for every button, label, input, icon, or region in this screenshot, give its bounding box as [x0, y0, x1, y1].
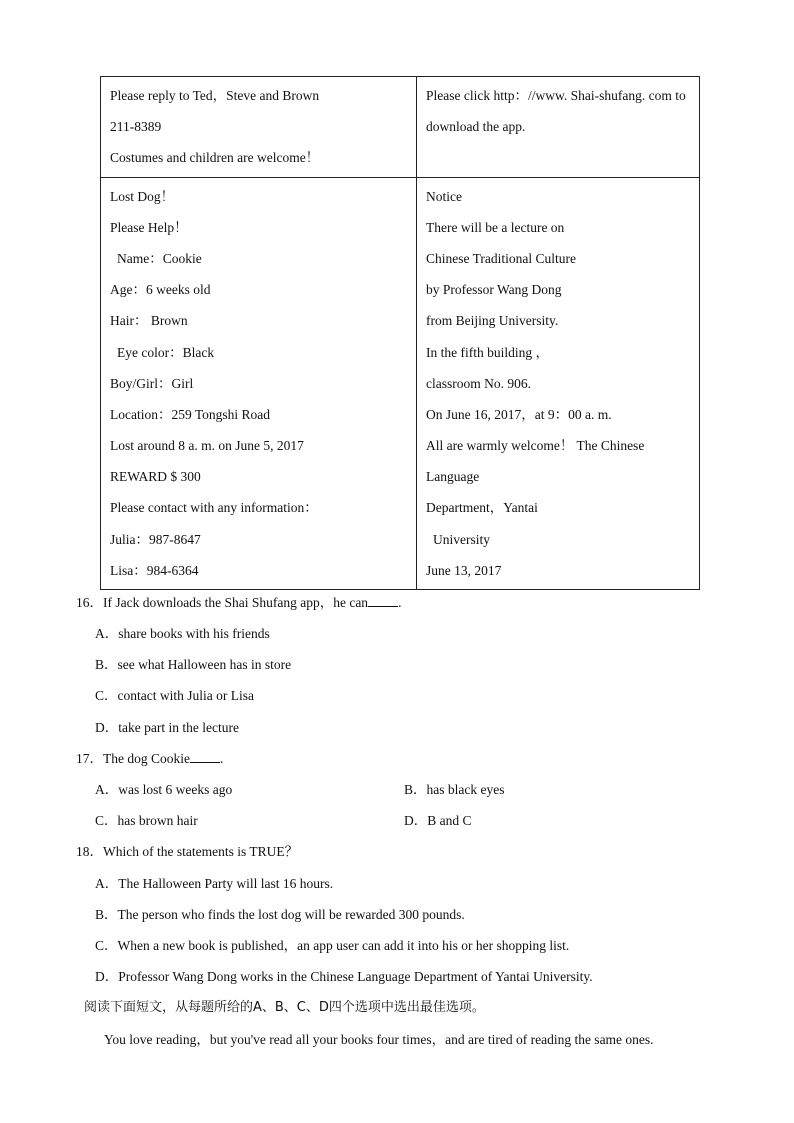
q17-option-c: C．has brown hair — [95, 813, 198, 828]
q16-option-b: B．see what Halloween has in store — [95, 657, 292, 672]
q17-option-b: B．has black eyes — [404, 782, 505, 797]
app-download-cell — [417, 77, 700, 178]
dog-eye-color: Eye color：Black — [117, 344, 215, 360]
reading-instruction: 阅读下面短文，从每题所给的A、B、C、D四个选项中选出最佳选项。 — [84, 1000, 485, 1015]
lost-dog-title: Lost Dog！ — [110, 188, 175, 204]
lost-dog-line: Please Help！ — [110, 219, 188, 235]
question-16-stem — [76, 591, 401, 611]
q17-option-a: A．was lost 6 weeks ago — [95, 782, 233, 797]
q18-option-c: C．When a new book is published，an app user can add it into his or her shopping list. — [95, 938, 570, 953]
question-17-stem — [76, 747, 223, 767]
q16-option-a: A．share books with his friends — [95, 626, 270, 641]
lecture-line: from Beijing University. — [426, 313, 559, 329]
question-17-end: . — [220, 751, 224, 766]
notice-row-bottom — [101, 177, 700, 589]
lecture-title: Notice — [426, 188, 462, 204]
lecture-line: All are warmly welcome！ The Chinese — [426, 438, 645, 454]
question-18-stem: 18．Which of the statements is TRUE？ — [76, 844, 299, 859]
dog-location: Location：259 Tongshi Road — [110, 406, 271, 422]
dog-reward: REWARD $ 300 — [110, 469, 201, 485]
passage-first-line: You love reading，but you've read all your books four times，and are tired of reading the same ones. — [104, 1032, 654, 1047]
q18-option-d: D．Professor Wang Dong works in the Chinese Language Department of Yantai University. — [95, 969, 593, 984]
answer-blank — [190, 750, 220, 763]
download-url-line: Please click http：//www. Shai-shufang. com to — [426, 88, 686, 103]
lecture-line: Language — [426, 469, 480, 485]
lecture-line: On June 16, 2017，at 9：00 a. m. — [426, 406, 612, 422]
lecture-line: In the fifth building ， — [426, 344, 549, 360]
notice-row-top — [101, 77, 700, 178]
q18-option-a: A．The Halloween Party will last 16 hours. — [95, 876, 334, 891]
answer-blank — [368, 594, 398, 607]
dog-hair: Hair： Brown — [110, 313, 188, 329]
reply-line: Please reply to Ted，Steve and Brown — [110, 88, 320, 103]
lecture-line: There will be a lecture on — [426, 219, 565, 235]
dog-gender: Boy/Girl：Girl — [110, 375, 194, 391]
notice-table — [100, 76, 700, 590]
download-app-line: download the app. — [426, 119, 526, 135]
lecture-line: Chinese Traditional Culture — [426, 250, 576, 266]
dog-age: Age：6 weeks old — [110, 282, 211, 298]
dog-contact-julia: Julia：987-8647 — [110, 531, 201, 547]
welcome-line: Costumes and children are welcome！ — [110, 150, 320, 166]
dog-lost-time: Lost around 8 a. m. on June 5, 2017 — [110, 438, 304, 454]
lecture-line: University — [433, 531, 490, 547]
q16-option-c: C．contact with Julia or Lisa — [95, 688, 254, 703]
dog-contact-lisa: Lisa：984-6364 — [110, 562, 199, 578]
lecture-date: June 13, 2017 — [426, 562, 502, 578]
lecture-line: Department，Yantai — [426, 500, 538, 516]
question-16-text: 16．If Jack downloads the Shai Shufang app，he can — [76, 595, 369, 610]
lecture-line: by Professor Wang Dong — [426, 282, 562, 298]
q16-option-d: D．take part in the lecture — [95, 720, 239, 735]
q17-option-d: D．B and C — [404, 813, 472, 828]
party-reply-cell — [101, 77, 417, 178]
question-16-end: . — [398, 595, 402, 610]
question-17-text: 17．The dog Cookie — [76, 751, 190, 766]
lecture-line: classroom No. 906. — [426, 375, 531, 391]
lecture-notice-cell — [417, 177, 700, 589]
q18-option-b: B．The person who finds the lost dog will be rewarded 300 pounds. — [95, 907, 465, 922]
lost-dog-cell — [101, 177, 417, 589]
dog-name: Name：Cookie — [117, 250, 202, 266]
phone-line: 211-8389 — [110, 119, 162, 135]
dog-contact-prompt: Please contact with any information： — [110, 500, 318, 516]
